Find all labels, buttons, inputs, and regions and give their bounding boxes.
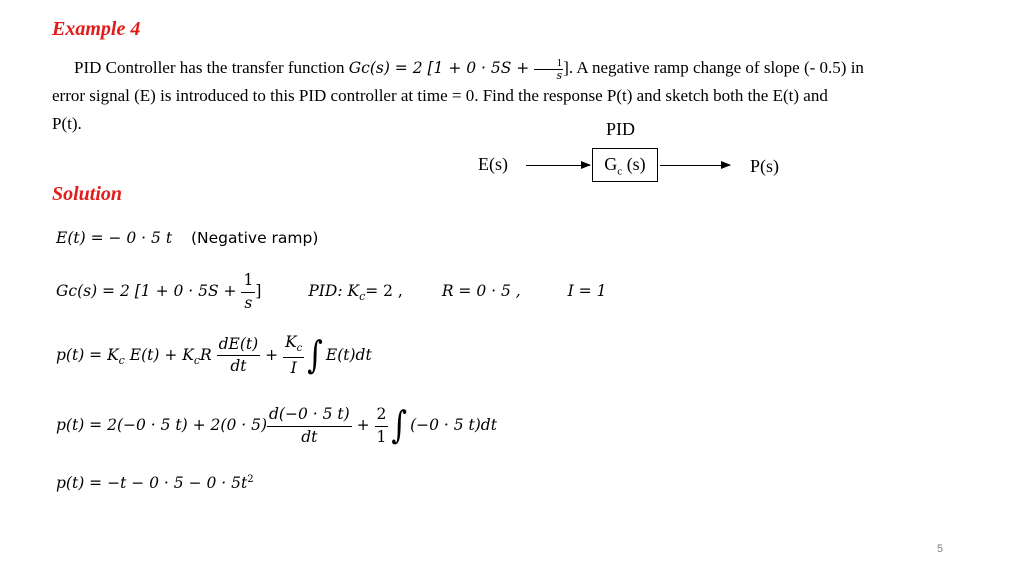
equation-subscript: c bbox=[193, 353, 201, 367]
fraction-denominator: dt bbox=[301, 427, 318, 446]
fraction-numerator: dE(t) bbox=[217, 336, 261, 357]
equation-exponent: 2 bbox=[247, 474, 254, 485]
block-label-argument: (s) bbox=[622, 154, 646, 174]
example-heading: Example 4 bbox=[52, 18, 141, 40]
integrand: (−0 · 5 t)dt bbox=[410, 416, 497, 434]
problem-text: PID Controller has the transfer function bbox=[74, 58, 345, 77]
equation-5 bbox=[56, 474, 254, 492]
block-label-subscript: c bbox=[617, 165, 623, 178]
equation-fraction bbox=[241, 272, 255, 312]
fraction-denominator: s bbox=[556, 68, 563, 82]
parameter-r: R = 0 · 5 , bbox=[441, 282, 521, 300]
fraction-denominator: I bbox=[290, 359, 297, 378]
fraction-numerator: d(−0 · 5 t) bbox=[267, 406, 352, 427]
gain-fraction bbox=[283, 334, 304, 378]
fraction-numerator: 1 bbox=[534, 58, 564, 70]
fraction-denominator: s bbox=[244, 293, 253, 312]
solution-heading: Solution bbox=[52, 183, 123, 205]
parameter-kc-subscript: c bbox=[359, 290, 366, 304]
parameter-kc-value: = 2 , bbox=[365, 282, 403, 300]
problem-line-1 bbox=[52, 54, 964, 82]
fraction-denominator: 1 bbox=[376, 427, 387, 446]
integral-icon: ∫ bbox=[307, 333, 323, 378]
equation-4 bbox=[56, 403, 497, 448]
transfer-function-fraction bbox=[534, 58, 564, 81]
equation-note: (Negative ramp) bbox=[191, 229, 319, 247]
parameter-kc: PID: K bbox=[308, 282, 360, 300]
fraction-numerator bbox=[283, 334, 304, 358]
derivative-fraction bbox=[267, 406, 352, 446]
equation-expression: R bbox=[200, 345, 212, 364]
input-label: E(s) bbox=[478, 154, 508, 174]
integral-icon: ∫ bbox=[391, 403, 408, 448]
equation-expression: p(t) = 2(−0 · 5 t) + 2(0 · 5) bbox=[56, 416, 267, 434]
equation-3 bbox=[56, 334, 372, 378]
fraction-denominator: dt bbox=[230, 357, 247, 376]
integrand: E(t)dt bbox=[325, 345, 372, 364]
equation-expression: p(t) = −t − 0 · 5 − 0 · 5t bbox=[56, 474, 248, 493]
block-title: PID bbox=[606, 119, 636, 139]
equation-1 bbox=[56, 229, 318, 247]
equation-expression: E(t) = − 0 · 5 t bbox=[56, 229, 173, 247]
fraction-numerator-subscript: c bbox=[296, 343, 303, 355]
controller-block bbox=[592, 148, 658, 182]
fraction-numerator: 2 bbox=[375, 406, 389, 427]
equation-expression: E(t) + K bbox=[124, 345, 194, 364]
equation-expression: Gc(s) = 2 [1 + 0 · 5S + bbox=[56, 282, 237, 300]
fraction-numerator: 1 bbox=[241, 272, 255, 293]
output-arrow bbox=[660, 165, 730, 166]
transfer-function-lhs: Gc(s) = 2 [1 + 0 · 5S + bbox=[348, 59, 530, 77]
parameter-i: I = 1 bbox=[567, 282, 607, 300]
page-number: 5 bbox=[937, 543, 944, 555]
block-label: G bbox=[604, 154, 618, 174]
plus-sign: + bbox=[356, 416, 370, 434]
equation-bracket: ] bbox=[255, 282, 262, 300]
coefficient-fraction bbox=[375, 406, 389, 446]
derivative-fraction bbox=[217, 336, 261, 376]
plus-sign: + bbox=[265, 345, 279, 364]
block-diagram bbox=[470, 118, 810, 188]
problem-line-2: error signal (E) is introduced to this PID controller at time = 0. Find the response P(t) and sketch both the E(t) and bbox=[52, 86, 828, 105]
problem-line-3: P(t). bbox=[52, 114, 82, 133]
equation-expression: p(t) = K bbox=[56, 345, 119, 364]
equation-2 bbox=[56, 272, 606, 312]
output-label: P(s) bbox=[750, 156, 780, 176]
problem-text: ]. A negative ramp change of slope (- 0.5) in bbox=[563, 58, 864, 77]
fraction-numerator-symbol: K bbox=[285, 333, 297, 351]
equation-subscript: c bbox=[118, 353, 125, 367]
input-arrow bbox=[526, 165, 590, 166]
